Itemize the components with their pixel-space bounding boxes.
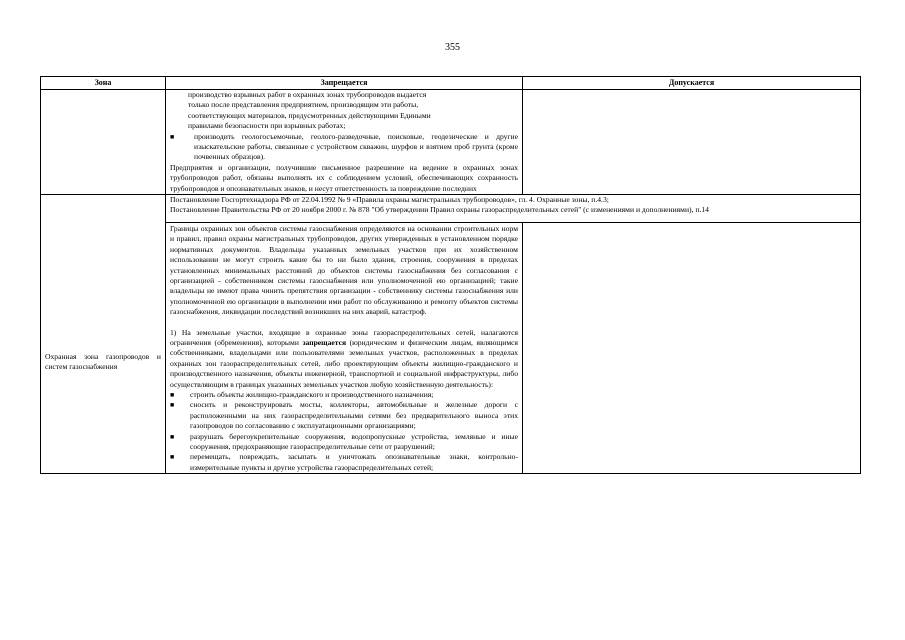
list-item: ■ строить объекты жилищно-гражданского и производственного назначения; — [170, 389, 434, 399]
header-prohibited: Запрещается — [166, 77, 523, 90]
continuation-line: правилами безопасности при взрывных работах; — [188, 121, 346, 131]
regulations-cell — [166, 195, 861, 223]
header-allowed: Допускается — [523, 77, 861, 90]
continuation-line: соответствующих материалов, предусмотренных действующими Едиными — [188, 110, 431, 120]
list-item: ■ разрушать берегоукрепительные сооружения, водопропускные устройства, земляные и иные сооружения, предохраняющие газораспределительные сети от разрушений; — [170, 431, 518, 451]
bullet-icon: ■ — [170, 453, 175, 462]
list-item: ■ производить геологосъемочные, геолого-разведочные, поисковые, геодезические и другие изыскательские работы, связанные с устройством скважин, шурфов и взятием проб грунта (кроме почвенных образцов). — [170, 131, 518, 162]
zone-label: Охранная зона газопроводов и систем газоснабжения — [45, 352, 161, 372]
regulation-line: Постановление Госгортехнадзора РФ от 22.04.1992 № 9 «Правила охраны магистральных трубопроводов», гл. 4. Охранные зоны, п.4.3; — [170, 195, 609, 205]
continuation-text — [170, 90, 518, 132]
intro-paragraph: Границы охранных зон объектов системы газоснабжения определяются на основании строительных норм и правил, правил охраны магистральных трубопроводов, других утвержденных в установленном порядке нормативных документов. Владельцы указанных земельных участков при их хозяйственном использовании не могут строить какие бы то ни было здания, строения, сооружения в пределах установленных минимальных расстояний до объектов системы газоснабжения без согласования с организацией - собственником системы газоснабжения или уполномоченной ею организацией; такие владельцы не имеют права чинить препятствия организации - собственнику системы газоснабжения или уполномоченной ею организации в выполнении ими работ по обслуживанию и ремонту объектов системы газоснабжения, ликвидации последствий возникших на них аварий, катастроф. — [170, 223, 518, 317]
list-item: ■ перемещать, повреждать, засыпать и уничтожать опознавательные знаки, контрольно-измерительные пункты и другие устройства газораспределительных сетей; — [170, 452, 518, 472]
prohibited-cell — [166, 90, 523, 195]
bullet-icon: ■ — [170, 432, 175, 441]
list-item: ■ сносить и реконструировать мосты, коллекторы, автомобильные и железные дороги с расположенными на них газораспределительными сетями без предварительного выноса этих газопроводов по согласованию с эксплуатационными организациями; — [170, 400, 518, 431]
page-number: 355 — [445, 42, 460, 53]
bullet-icon: ■ — [170, 390, 175, 399]
regulations-row — [41, 195, 861, 223]
continuation-line: только после представления предприятием, производящим эти работы, — [188, 100, 419, 110]
header-zone: Зона — [41, 77, 166, 90]
bullet-list — [170, 390, 518, 473]
prohibited-cell — [166, 222, 523, 473]
paragraph: Предприятия и организации, получившие письменное разрешение на ведение в охранных зонах трубопроводов работ, обязаны выполнять их с соблюдением условий, обеспечивающих сохранность трубопроводов и опознавательных знаков, и несут ответственность за повреждение последних — [170, 162, 518, 193]
zone-cell-empty — [41, 90, 166, 195]
table-row — [41, 90, 861, 195]
zone-cell — [41, 195, 166, 474]
zones-table — [40, 76, 861, 474]
regulation-line: Постановление Правительства РФ от 20 ноября 2000 г. № 878 "Об утверждении Правил охраны газораспределительных сетей" (с изменениями и дополнениями), п.14 — [170, 205, 709, 215]
bullet-icon: ■ — [170, 132, 175, 141]
point1-paragraph: 1) На земельные участки, входящие в охранные зоны газораспределительных сетей, налагаются ограничения (обременения), которыми запрещается (юридическим и физическим лицам, являющимся собственниками, владельцами или пользователями земельных участков, расположенных в пределах охранных зон газораспределительных сетей, либо проектирующим объекты жилищно-гражданского и производственного назначения, объекты инженерной, транспортной и социальной инфраструктуры, либо осуществляющим в границах указанных земельных участков любую хозяйственную деятельность): — [170, 327, 518, 389]
table-header-row — [41, 77, 861, 90]
bullet-icon: ■ — [170, 401, 175, 410]
zone-label-wrap — [45, 195, 161, 373]
point1-bold: запрещается — [302, 337, 347, 347]
continuation-line: производство взрывных работ в охранных зонах трубопроводов выдается — [188, 90, 427, 99]
allowed-cell-empty — [523, 90, 861, 195]
allowed-cell-empty — [523, 222, 861, 473]
bullet-list — [170, 132, 518, 163]
